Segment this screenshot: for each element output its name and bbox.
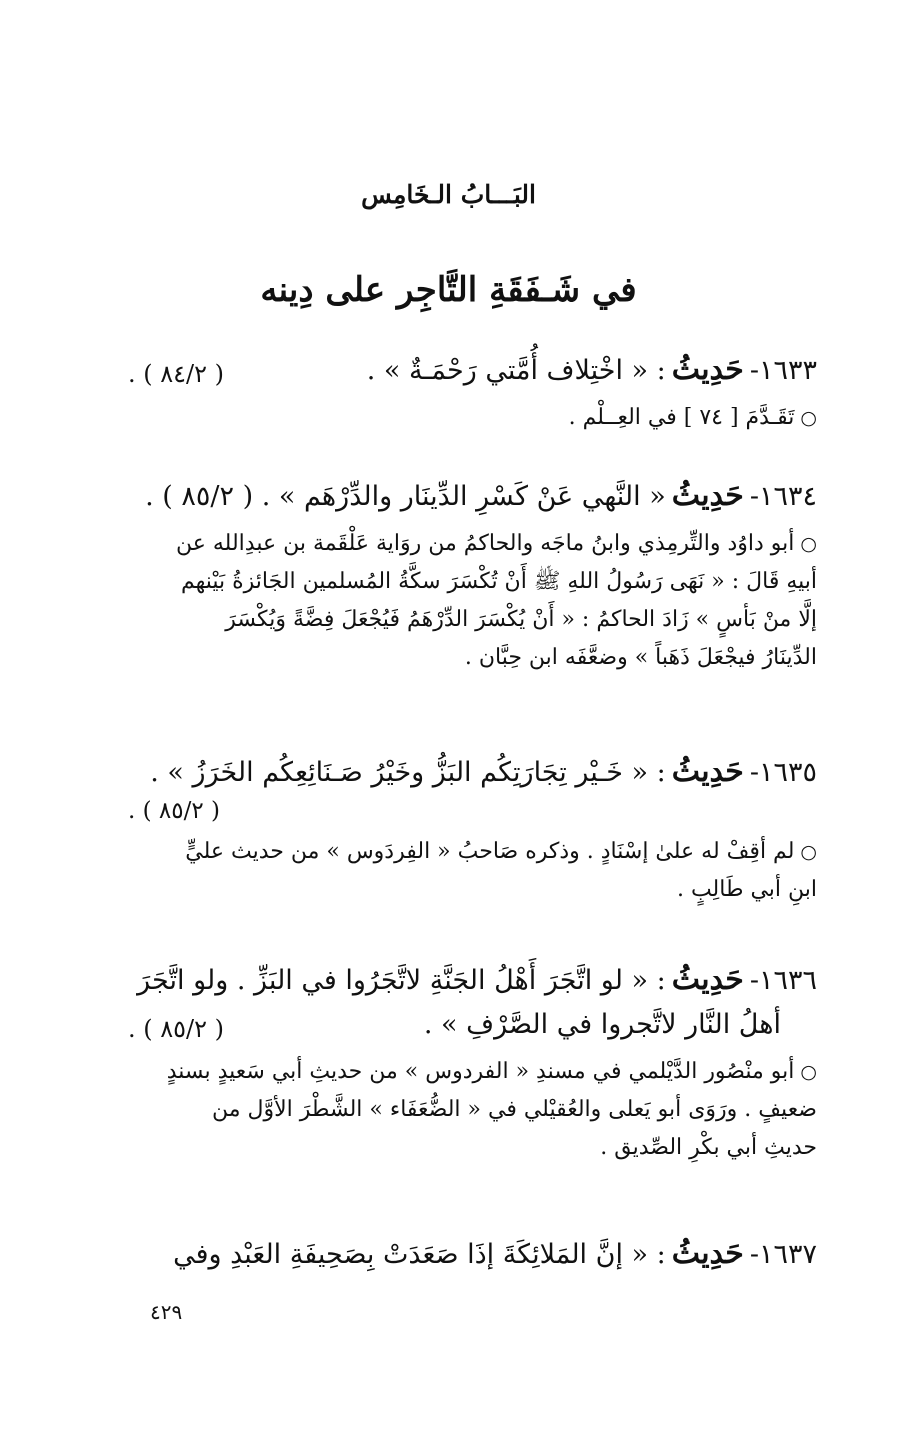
hadith-entry-1637: [128, 1232, 817, 1277]
comment-line: ○تَقَـدَّمَ [ ٧٤ ] في العِــلْم .: [568, 405, 817, 430]
entry-heading: [128, 474, 817, 519]
comment-marker-icon: ○: [800, 841, 817, 863]
entry-keyword: حَدِيثُ: [671, 352, 744, 387]
entry-keyword: حَدِيثُ: [671, 1236, 744, 1271]
entry-keyword: حَدِيثُ: [671, 478, 744, 513]
entry-number: ١٦٣٣-: [749, 355, 817, 386]
entry-number: ١٦٣٦-: [749, 965, 817, 996]
entry-text: : « إنَّ المَلائِكَةَ إذَا صَعَدَتْ بِصَحِيفَةِ العَبْدِ وفي: [173, 1239, 666, 1270]
hadith-entry-1636: [128, 958, 817, 1167]
entry-reference: ( ٨٥/٢ ) .: [128, 798, 221, 824]
entry-comment: [128, 833, 817, 909]
comment-line: ○أبو داوُد والتِّرمِذي وابنُ ماجَه والحاكمُ من روَاية عَلْقَمة بن عبدِالله عن: [176, 531, 817, 556]
comment-line: ضعيفٍ . ورَوَى أبو يَعلى والعُقيْلي في « الضُّعَفَاء » الشَّطْرَ الأوَّل من: [212, 1097, 817, 1122]
entry-reference: ( ٨٤/٢ ) .: [128, 360, 225, 388]
page-number: ٤٢٩: [150, 1300, 183, 1324]
entry-heading: [128, 750, 817, 795]
comment-marker-icon: ○: [800, 1061, 817, 1083]
comment-marker-icon: ○: [800, 407, 817, 429]
entry-number: ١٦٣٥-: [749, 757, 817, 788]
entry-comment: [128, 525, 817, 677]
comment-line: حديثِ أبي بكْرِ الصِّديق .: [600, 1135, 817, 1160]
comment-line: إلَّا منْ بَأسٍ » زَادَ الحاكمُ : « أَنْ يُكْسَرَ الدِّرْهَمُ فَيُجْعَلَ فِضَّةً وَيُكْسَرَ: [225, 607, 817, 632]
entry-comment: [128, 1053, 817, 1167]
entry-text-continued: أهلُ النَّار لاتَّجروا في الصَّرْفِ » .: [423, 1009, 781, 1040]
entry-text: : « خَـيْر تِجَارَتِكُم البَزُّ وخَيْرُ صَـنَائِعِكُم الخَرَزُ » .: [150, 757, 666, 788]
comment-line: ابنِ أبي طَالِبٍ .: [676, 877, 817, 902]
entry-reference: ( ٨٥/٢ ) .: [128, 1015, 225, 1043]
entry-text: « النَّهي عَنْ كَسْرِ الدِّينَار والدِّرْهَم » . ( ٨٥/٢ ) .: [145, 481, 666, 512]
comment-line: الدِّينَارُ فيجْعَلَ ذَهَباً » وضعَّفَه ابن حِبَّان .: [464, 645, 817, 670]
entry-number: ١٦٣٤-: [749, 481, 817, 512]
comment-line: ○أبو منْصُور الدَّيْلمي في مسندِ « الفردوس » من حديثِ أبي سَعيدٍ بسندٍ: [166, 1059, 817, 1084]
entry-heading-continued: [128, 1003, 817, 1047]
entry-keyword: حَدِيثُ: [671, 754, 744, 789]
entry-text: : « اخْتِلاف أُمَّتي رَحْمَـةٌ » .: [366, 355, 666, 386]
hadith-entry-1634: [128, 474, 817, 677]
hadith-entry-1635: [128, 750, 817, 909]
section-title: في شَـفَقَةِ التَّاجِر على دِينه: [260, 270, 637, 310]
chapter-title: البَـــابُ الـخَامِس: [361, 180, 536, 209]
hadith-entry-1633: [128, 348, 817, 437]
comment-line: أبيهِ قَالَ : « نَهَى رَسُولُ اللهِ ﷺ أَنْ تُكْسَرَ سكَّةُ المُسلمين الجَائزةُ بَيْنهم: [180, 569, 817, 594]
entry-keyword: حَدِيثُ: [671, 962, 744, 997]
entry-number: ١٦٣٧-: [749, 1239, 817, 1270]
entry-heading: [128, 348, 817, 393]
entry-heading: [128, 958, 817, 1003]
entry-heading: [128, 1232, 817, 1277]
entry-comment: [128, 399, 817, 437]
comment-line: ○لم أقِفْ له علىٰ إسْنَادٍ . وذكره صَاحبُ « الفِردَوس » من حديث عليٍّ: [185, 839, 817, 864]
comment-marker-icon: ○: [800, 533, 817, 555]
entry-text: : « لو اتَّجَرَ أَهْلُ الجَنَّةِ لاتَّجَرُوا في البَزِّ . ولو اتَّجَرَ: [137, 965, 666, 996]
